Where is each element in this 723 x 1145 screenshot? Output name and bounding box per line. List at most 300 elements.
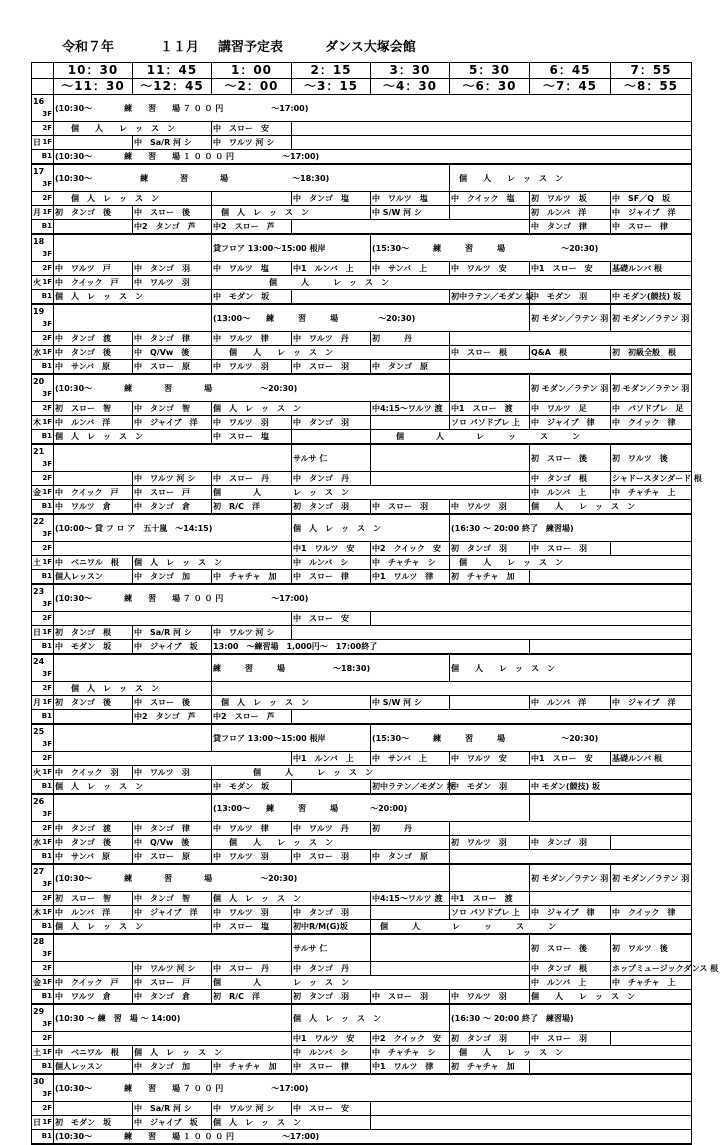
- class-cell: 中 スロー 羽: [530, 542, 611, 556]
- schedule-row: [32, 514, 692, 542]
- class-cell: (10:30 ～ 練 習 場 ～ 14:00): [54, 1004, 292, 1032]
- schedule-row: [32, 346, 692, 360]
- class-cell: ソロ パソドブレ 上: [450, 416, 530, 430]
- class-cell: [292, 290, 450, 305]
- class-cell: 個 人 レ ッ ス ン: [212, 1116, 371, 1130]
- schedule-row: [32, 304, 692, 332]
- class-cell: 中1 ワルツ 律: [371, 1060, 450, 1075]
- day-floor-label: [32, 906, 54, 920]
- day-number: 25: [33, 727, 45, 736]
- weekday: 月: [33, 208, 41, 217]
- class-cell: [371, 962, 530, 976]
- weekday: 木: [33, 418, 41, 427]
- class-cell: 練 習 場 ～18:30): [212, 654, 450, 682]
- class-cell: 個人レッスン: [54, 1060, 133, 1075]
- class-cell: 中 Q/Vw 後: [133, 836, 212, 850]
- class-cell: 初 タンゴ 後: [54, 206, 133, 220]
- floor-label: 3F: [42, 110, 52, 118]
- class-cell: 初 初級全般 根: [611, 346, 692, 360]
- class-cell: 中 チャチャ 上: [611, 486, 692, 500]
- class-cell: (10:00～ 貸 フ ロ ア 五十嵐 ～14:15): [54, 514, 292, 542]
- schedule-row: [32, 290, 692, 305]
- class-cell: 初 タンゴ 羽: [292, 500, 371, 515]
- class-cell: 中 モダン 坂: [212, 780, 292, 795]
- day-floor-label: [32, 346, 54, 360]
- class-cell: (15:30～ 練 習 場 ～20:30): [371, 724, 692, 752]
- day-number: 21: [33, 447, 45, 456]
- weekday: 火: [33, 278, 41, 287]
- class-cell: 中2 タンゴ 芦: [133, 220, 212, 235]
- day-floor-label: [32, 360, 54, 375]
- schedule-row: [32, 724, 692, 752]
- floor-label: 3F: [42, 880, 52, 888]
- day-floor-label: [32, 1060, 54, 1075]
- class-cell: 個 人 レ ッ ス ン: [212, 486, 530, 500]
- floor-label: 1F: [42, 978, 52, 986]
- floor-label: 1F: [42, 1118, 52, 1126]
- floor-label: 3F: [42, 1020, 52, 1028]
- class-cell: [212, 192, 292, 206]
- floor-label: 2F: [42, 614, 52, 622]
- class-cell: 13:00 ～練習場 1,000円～ 17:00終了: [212, 640, 530, 655]
- floor-label: 3F: [42, 600, 52, 608]
- time-slot-end: ～4：30: [371, 79, 450, 95]
- day-floor-label: [32, 136, 54, 150]
- schedule-row: [32, 836, 692, 850]
- class-cell: 中 ワルツ 安: [450, 752, 530, 766]
- class-cell: (10:30～ 練 習 場 ～20:30): [54, 374, 450, 402]
- class-cell: [450, 374, 530, 402]
- class-cell: [450, 696, 530, 710]
- schedule-row: [32, 752, 692, 766]
- class-cell: 中 ルンバ 上: [530, 486, 611, 500]
- class-cell: 中2 クイック 安: [371, 542, 450, 556]
- class-cell: (10:30～ 練 習 場 ～18:30): [54, 164, 450, 192]
- schedule-row: [32, 1102, 692, 1116]
- class-cell: 中 ルンバ 洋: [530, 696, 611, 710]
- class-cell: [292, 122, 692, 136]
- class-cell: 個 人 レ ッ ス ン: [54, 192, 212, 206]
- floor-label: 1F: [42, 558, 52, 566]
- class-cell: 中 スロー 丹: [212, 472, 292, 486]
- day-floor-label: [32, 332, 54, 346]
- class-cell: 中 ワルツ 丹: [292, 332, 371, 346]
- day-floor-label: [32, 850, 54, 865]
- floor-label: B1: [41, 922, 52, 930]
- class-cell: 中 ワルツ 足: [530, 402, 611, 416]
- class-cell: 中 ジャイブ 洋: [611, 696, 692, 710]
- class-cell: [54, 934, 292, 962]
- schedule-row: [32, 766, 692, 780]
- time-slot-start: 3：30: [371, 63, 450, 79]
- time-slot-end: ～2：00: [212, 79, 292, 95]
- floor-label: 1F: [42, 1048, 52, 1056]
- schedule-row: [32, 822, 692, 836]
- class-cell: 中 クイック 戸: [54, 276, 133, 290]
- floor-label: 2F: [42, 474, 52, 482]
- class-cell: 中1 スロー 安: [530, 752, 611, 766]
- class-cell: 中2 スロー 芦: [212, 220, 292, 235]
- class-cell: 中 スロー 塩: [212, 430, 292, 445]
- day-number: 27: [33, 867, 45, 876]
- header-corner: [32, 79, 54, 95]
- class-cell: 中 クイック 律: [611, 416, 692, 430]
- day-floor-label: [32, 304, 54, 332]
- day-floor-label: [32, 962, 54, 976]
- floor-label: 2F: [42, 754, 52, 762]
- class-cell: 中 スロー 羽: [530, 1032, 611, 1046]
- class-cell: 個人レッスン: [54, 570, 133, 585]
- class-cell: (15:30～ 練 習 場 ～20:30): [371, 234, 692, 262]
- day-floor-label: [32, 1032, 54, 1046]
- class-cell: 中 スロー 丹: [212, 962, 292, 976]
- schedule-row: [32, 1116, 692, 1130]
- day-floor-label: [32, 710, 54, 725]
- schedule-row: [32, 374, 692, 402]
- day-floor-label: [32, 864, 54, 892]
- day-floor-label: [32, 556, 54, 570]
- day-floor-label: [32, 822, 54, 836]
- schedule-row: [32, 654, 692, 682]
- class-cell: [450, 822, 692, 836]
- time-slot-start: 11：45: [133, 63, 212, 79]
- day-floor-label: [32, 626, 54, 640]
- floor-label: B1: [41, 362, 52, 370]
- class-cell: [450, 864, 530, 892]
- class-cell: [450, 850, 692, 865]
- day-number: 22: [33, 517, 45, 526]
- class-cell: 中 クイック 戸: [54, 976, 133, 990]
- class-cell: 中 ワルツ 安: [450, 262, 530, 276]
- class-cell: [371, 934, 530, 962]
- day-floor-label: [32, 766, 54, 780]
- header-corner: [32, 63, 54, 79]
- class-cell: 個 人 レ ッ ス ン: [212, 402, 371, 416]
- schedule-row: [32, 584, 692, 612]
- class-cell: 中 タンゴ 倉: [133, 990, 212, 1005]
- class-cell: [530, 794, 692, 822]
- class-cell: 中 サンバ 原: [54, 850, 133, 865]
- schedule-row: [32, 1130, 692, 1145]
- class-cell: 初 ワルツ 羽: [450, 836, 530, 850]
- class-cell: 中 クイック 戸: [54, 486, 133, 500]
- class-cell: 中 ワルツ 河 シ: [133, 472, 212, 486]
- floor-label: B1: [41, 852, 52, 860]
- class-cell: 個 人 レ ッ ス ン: [292, 514, 450, 542]
- class-cell: 個 人 レ ッ ス ン: [212, 696, 371, 710]
- day-floor-label: [32, 612, 54, 626]
- class-cell: [530, 640, 692, 655]
- weekday: 土: [33, 1048, 41, 1057]
- class-cell: 中 モダン 羽: [530, 290, 611, 305]
- floor-label: 1F: [42, 628, 52, 636]
- class-cell: 初 タンゴ 羽: [450, 542, 530, 556]
- floor-label: B1: [41, 992, 52, 1000]
- time-slot-end: ～6：30: [450, 79, 530, 95]
- class-cell: (13:00～ 練 習 場 ～20:30): [212, 304, 530, 332]
- class-cell: 中 タンゴ 加: [133, 1060, 212, 1075]
- class-cell: 中 タンゴ 羽: [530, 836, 611, 850]
- class-cell: 初 タンゴ 羽: [292, 990, 371, 1005]
- time-slot-end: ～12：45: [133, 79, 212, 95]
- class-cell: 中2 クイック 安: [371, 1032, 450, 1046]
- day-number: 24: [33, 657, 45, 666]
- class-cell: 中 ワルツ 河 シ: [133, 962, 212, 976]
- day-number: 23: [33, 587, 45, 596]
- class-cell: 中 クイック 羽: [54, 766, 133, 780]
- class-cell: 中 タンゴ 羽: [292, 416, 371, 430]
- class-cell: [371, 416, 450, 430]
- class-cell: [371, 612, 692, 626]
- weekday: 日: [33, 138, 41, 147]
- class-cell: 中 タンゴ 塩: [292, 192, 371, 206]
- time-slot-end: ～7：45: [530, 79, 611, 95]
- class-cell: ホップミュージックダンス 根: [611, 962, 692, 976]
- class-cell: [212, 682, 692, 696]
- floor-label: 1F: [42, 768, 52, 776]
- class-cell: 中 タンゴ 丹: [292, 962, 371, 976]
- day-floor-label: [32, 472, 54, 486]
- floor-label: 1F: [42, 488, 52, 496]
- class-cell: 中 ジャイブ 洋: [611, 206, 692, 220]
- floor-label: B1: [41, 432, 52, 440]
- schedule-row: [32, 136, 692, 150]
- class-cell: シャドースタンダード 根: [611, 472, 692, 486]
- class-cell: 初 スロー 智: [54, 892, 133, 906]
- class-cell: 個 人 レ ッ ス ン: [530, 500, 692, 515]
- class-cell: [54, 724, 212, 752]
- time-slot-start: 2：15: [292, 63, 371, 79]
- class-cell: 個 人 レ ッ ス ン: [371, 920, 692, 935]
- class-cell: 中 Q/Vw 後: [133, 346, 212, 360]
- class-cell: 中 タンゴ 根: [530, 962, 611, 976]
- class-cell: [54, 962, 133, 976]
- class-cell: サルサ 仁: [292, 444, 371, 472]
- schedule-row: [32, 430, 692, 445]
- class-cell: [371, 1116, 692, 1130]
- day-number: 17: [33, 167, 45, 176]
- class-cell: 中2 スロー 芦: [212, 710, 292, 725]
- schedule-row: [32, 1074, 692, 1102]
- class-cell: 中 ジャイブ 洋: [133, 416, 212, 430]
- schedule-row: [32, 892, 692, 906]
- day-floor-label: [32, 696, 54, 710]
- class-cell: 中 スロー 戸: [133, 976, 212, 990]
- class-cell: 個 人 レ ッ ス ン: [292, 1004, 450, 1032]
- schedule-row: [32, 976, 692, 990]
- class-cell: 中 S/W 河 シ: [371, 206, 450, 220]
- floor-label: 1F: [42, 838, 52, 846]
- class-cell: 中 スロー 羽: [371, 500, 450, 515]
- day-floor-label: [32, 486, 54, 500]
- class-cell: 中 モダン 羽: [450, 780, 530, 795]
- floor-label: 1F: [42, 348, 52, 356]
- floor-label: 2F: [42, 544, 52, 552]
- class-cell: ソロ パソドブレ 上: [450, 906, 530, 920]
- schedule-row: [32, 150, 692, 165]
- class-cell: [54, 304, 212, 332]
- schedule-row: [32, 906, 692, 920]
- class-cell: 中 ルンバ シ: [292, 556, 371, 570]
- class-cell: 中 ルンバ 洋: [54, 906, 133, 920]
- floor-label: 3F: [42, 810, 52, 818]
- class-cell: 中 ワルツ 河 シ: [212, 1102, 292, 1116]
- class-cell: (10:30～ 練 習 場 １ ０ ０ ０ 円 ～17:00): [54, 1130, 692, 1145]
- time-slot-start: 6：45: [530, 63, 611, 79]
- class-cell: 初 スロー 後: [530, 444, 611, 472]
- time-slot-start: 5：30: [450, 63, 530, 79]
- class-cell: 中 スロー 律: [292, 570, 371, 585]
- class-cell: 中 ワルツ 羽: [212, 850, 292, 865]
- floor-label: 2F: [42, 894, 52, 902]
- floor-label: 3F: [42, 950, 52, 958]
- class-cell: [54, 794, 212, 822]
- class-cell: 個 人 レ ッ ス ン: [212, 836, 450, 850]
- class-cell: 中 ワルツ 河 シ: [212, 626, 292, 640]
- day-floor-label: [32, 794, 54, 822]
- class-cell: (13:00～ 練 習 場 ～20:00): [212, 794, 530, 822]
- class-cell: 中 クイック 塩: [450, 192, 530, 206]
- class-cell: 中 タンゴ 加: [133, 570, 212, 585]
- floor-label: 3F: [42, 740, 52, 748]
- class-cell: 個 人 レ ッ ス ン: [450, 164, 692, 192]
- class-cell: 中 スロー 後: [133, 206, 212, 220]
- class-cell: 中 タンゴ 羽: [133, 262, 212, 276]
- class-cell: 中 タンゴ 渡: [54, 332, 133, 346]
- class-cell: 中 ワルツ 羽: [133, 766, 212, 780]
- day-floor-label: [32, 724, 54, 752]
- class-cell: 中 タンゴ 渡: [54, 822, 133, 836]
- schedule-row: [32, 1004, 692, 1032]
- class-cell: 貸フロア 13:00～15:00 根岸: [212, 724, 371, 752]
- class-cell: [292, 710, 692, 725]
- page-title: 講習予定表: [218, 40, 284, 55]
- schedule-row: [32, 206, 692, 220]
- class-cell: 個 人 レ ッ ス ン: [54, 920, 212, 935]
- class-cell: 中 タンゴ 原: [371, 850, 450, 865]
- class-cell: 中 スロー 根: [450, 346, 530, 360]
- weekday: 火: [33, 768, 41, 777]
- day-floor-label: [32, 682, 54, 696]
- day-floor-label: [32, 500, 54, 515]
- class-cell: (10:30～ 練 習 場 ７ ０ ０ 円 ～17:00): [54, 95, 692, 122]
- weekday: 木: [33, 908, 41, 917]
- class-cell: 中 ワルツ 羽: [212, 360, 292, 375]
- class-cell: 初 タンゴ 根: [54, 626, 133, 640]
- class-cell: 中 ジャイブ 坂: [133, 640, 212, 655]
- schedule-row: [32, 682, 692, 696]
- floor-label: 2F: [42, 124, 52, 132]
- class-cell: (10:30～ 練 習 場 ７ ０ ０ 円 ～17:00): [54, 1074, 692, 1102]
- day-floor-label: [32, 654, 54, 682]
- schedule-row: [32, 276, 692, 290]
- class-cell: 中 チャチャ 加: [212, 1060, 292, 1075]
- schedule-row: [32, 612, 692, 626]
- class-cell: 初 チャチャ 加: [450, 1060, 530, 1075]
- schedule-row: [32, 192, 692, 206]
- day-floor-label: [32, 1116, 54, 1130]
- day-floor-label: [32, 892, 54, 906]
- floor-label: 3F: [42, 670, 52, 678]
- class-cell: 中 タンゴ 倉: [133, 500, 212, 515]
- schedule-row: [32, 472, 692, 486]
- schedule-row: [32, 640, 692, 655]
- day-floor-label: [32, 444, 54, 472]
- time-slot-start: 7：55: [611, 63, 692, 79]
- floor-label: 1F: [42, 698, 52, 706]
- class-cell: 初 モダン／ラテン 羽: [530, 864, 611, 892]
- class-cell: 中 スロー 羽: [292, 360, 371, 375]
- class-cell: 貸フロア 13:00～15:00 根岸: [212, 234, 371, 262]
- class-cell: 中 S/W 河 シ: [371, 696, 450, 710]
- day-number: 28: [33, 937, 45, 946]
- class-cell: 中 チャチャ 上: [611, 976, 692, 990]
- class-cell: 中 チャチャ 加: [212, 570, 292, 585]
- class-cell: 初 ルンバ 洋: [530, 206, 611, 220]
- schedule-row: [32, 570, 692, 585]
- floor-label: 3F: [42, 460, 52, 468]
- time-header-start: [32, 63, 692, 79]
- class-cell: 中 スロー 後: [133, 696, 212, 710]
- day-number: 18: [33, 237, 45, 246]
- class-cell: 中 サンバ 上: [371, 262, 450, 276]
- schedule-row: [32, 850, 692, 865]
- day-floor-label: [32, 206, 54, 220]
- class-cell: 初 モダン／ラテン 羽: [611, 304, 692, 332]
- time-header-end: [32, 79, 692, 95]
- class-cell: [54, 752, 292, 766]
- class-cell: 初 ワルツ 後: [611, 444, 692, 472]
- schedule-row: [32, 556, 692, 570]
- class-cell: 中 ワルツ 戸: [54, 262, 133, 276]
- schedule-row: [32, 920, 692, 935]
- weekday: 日: [33, 1118, 41, 1127]
- class-cell: [371, 906, 450, 920]
- floor-label: B1: [41, 572, 52, 580]
- class-cell: [54, 234, 212, 262]
- day-floor-label: [32, 780, 54, 795]
- class-cell: 初 モダン／ラテン 羽: [611, 374, 692, 402]
- class-cell: 初 丹: [371, 822, 450, 836]
- time-slot-end: ～8：55: [611, 79, 692, 95]
- class-cell: 個 人 レ ッ ス ン: [54, 682, 212, 696]
- floor-label: 1F: [42, 138, 52, 146]
- schedule-row: [32, 486, 692, 500]
- class-cell: 個 人 レ ッ ス ン: [450, 556, 692, 570]
- class-cell: 中 チャチャ シ: [371, 1046, 450, 1060]
- class-cell: [54, 654, 212, 682]
- class-cell: 個 人 レ ッ ス ン: [371, 430, 692, 445]
- day-floor-label: [32, 836, 54, 850]
- class-cell: 中 ワルツ 羽: [450, 500, 530, 515]
- class-cell: (16:30 ～ 20:00 終了 練習場): [450, 1004, 692, 1032]
- schedule-row: [32, 95, 692, 122]
- day-floor-label: [32, 752, 54, 766]
- time-slot-start: 10：30: [54, 63, 133, 79]
- day-floor-label: [32, 234, 54, 262]
- weekday: 金: [33, 488, 41, 497]
- day-floor-label: [32, 430, 54, 445]
- class-cell: 中1 スロー 渡: [450, 892, 530, 906]
- floor-label: 3F: [42, 1090, 52, 1098]
- floor-label: 3F: [42, 390, 52, 398]
- class-cell: 中 SF／Q 坂: [611, 192, 692, 206]
- schedule-row: [32, 1046, 692, 1060]
- class-cell: 中 スロー 安: [212, 122, 292, 136]
- floor-label: 2F: [42, 404, 52, 412]
- class-cell: [371, 472, 530, 486]
- schedule-row: [32, 122, 692, 136]
